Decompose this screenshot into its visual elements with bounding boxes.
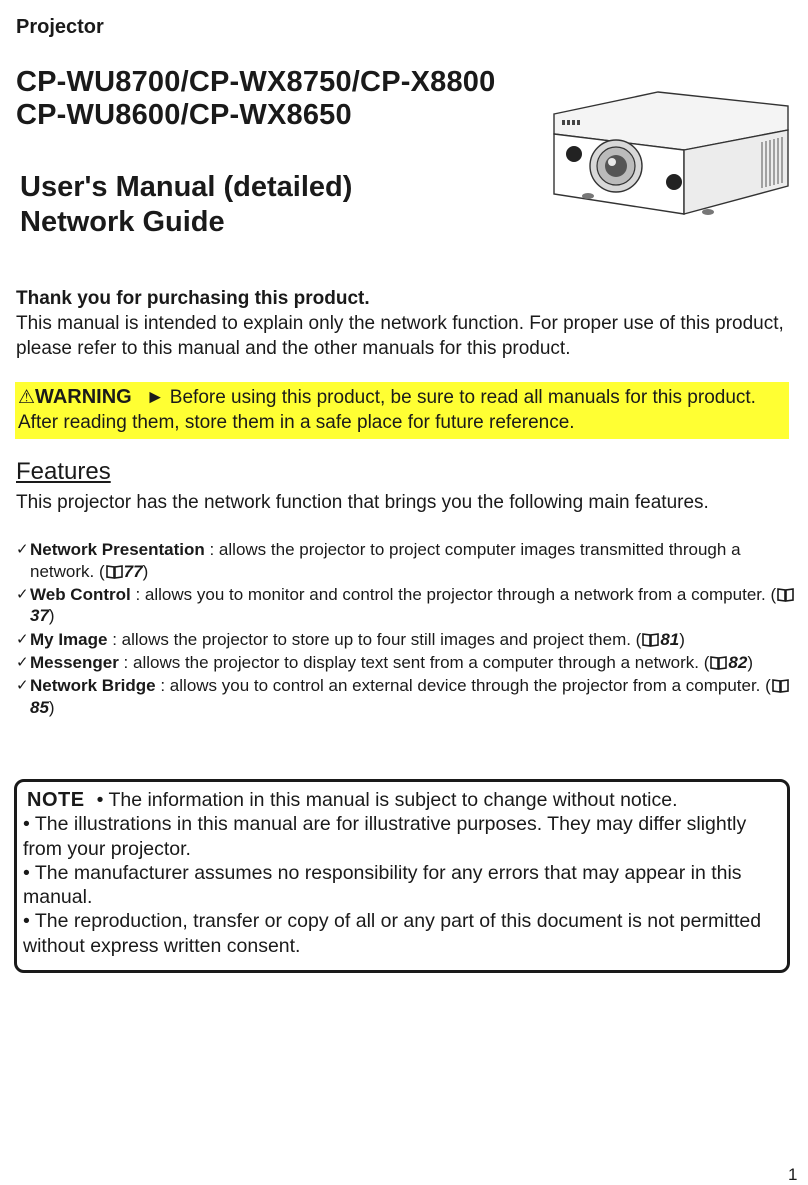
book-reference-icon — [777, 587, 794, 602]
book-reference-icon — [710, 655, 727, 670]
book-reference-icon — [642, 632, 659, 647]
feature-name: Messenger — [30, 652, 119, 672]
feature-name: Network Bridge — [30, 675, 156, 695]
feature-description: : allows you to control an external device through the projector from a computer. ( — [155, 675, 771, 695]
page-reference: 37 — [30, 606, 49, 626]
document-category: Projector — [16, 16, 104, 38]
feature-list — [16, 539, 796, 720]
note-box — [14, 779, 790, 973]
title-line-2: Network Guide — [20, 206, 225, 238]
warning-text: ► Before using this product, be sure to read all manuals for this product. After reading them, store them in a safe place for future reference. — [18, 387, 756, 433]
book-reference-icon — [106, 564, 123, 579]
projector-illustration — [548, 84, 794, 224]
feature-description: : allows the projector to store up to four still images and project them. ( — [107, 629, 642, 649]
feature-name: Network Presentation — [30, 540, 205, 559]
model-line-1: CP-WU8700/CP-WX8750/CP-X8800 — [16, 66, 496, 98]
manual-title — [20, 170, 352, 240]
intro-section — [16, 286, 792, 361]
page-reference: 77 — [123, 561, 143, 581]
intro-thanks: Thank you for purchasing this product. — [16, 288, 370, 309]
list-item: ✓ Messenger : allows the projector to display text sent from a computer through a network. ( 82) — [16, 652, 753, 672]
model-numbers — [16, 66, 495, 132]
intro-body: This manual is intended to explain only the network function. For proper use of this product, please refer to this manual and the other manuals for this product. — [16, 313, 784, 359]
list-item: ✓ Network Bridge : allows you to control an external device through the projector from a computer. (85) — [16, 675, 796, 718]
warning-box — [15, 382, 789, 439]
note-item: • The information in this manual is subject to change without notice. — [96, 789, 678, 811]
checkmark-icon: ✓ — [16, 675, 29, 694]
feature-name: My Image — [30, 629, 108, 649]
list-item: ✓ Web Control : allows you to monitor and control the projector through a network from a computer. (37) — [16, 584, 796, 627]
note-item: • The manufacturer assumes no responsibility for any errors that may appear in this manual. — [23, 861, 742, 909]
checkmark-icon: ✓ — [16, 629, 29, 648]
features-heading: Features — [16, 458, 111, 485]
title-line-1: User's Manual (detailed) — [20, 171, 353, 203]
feature-name: Web Control — [30, 584, 131, 604]
feature-description: : allows you to monitor and control the projector through a network from a computer. ( — [130, 584, 777, 604]
page-reference: 81 — [660, 629, 680, 649]
book-reference-icon — [772, 678, 789, 693]
page-number: 1 — [788, 1165, 798, 1184]
note-item: • The illustrations in this manual are for illustrative purposes. They may differ slightly from your projector. — [23, 813, 747, 860]
note-line-1 — [23, 788, 787, 812]
model-line-2: CP-WU8600/CP-WX8650 — [16, 99, 352, 131]
checkmark-icon: ✓ — [16, 652, 29, 671]
checkmark-icon: ✓ — [16, 584, 29, 603]
features-intro: This projector has the network function that brings you the following main features. — [16, 492, 709, 513]
warning-label: WARNING — [35, 386, 132, 408]
warning-triangle-icon: ⚠ — [18, 387, 36, 408]
note-label: NOTE — [27, 789, 85, 811]
page-reference: 85 — [30, 697, 49, 717]
list-item: ✓ Network Presentation : allows the projector to project computer images transmitted through a network. ( 77) — [16, 540, 741, 581]
note-item: • The reproduction, transfer or copy of all or any part of this document is not permitted without express written consent. — [23, 910, 762, 957]
checkmark-icon: ✓ — [16, 540, 29, 558]
feature-description: : allows the projector to display text sent from a computer through a network. ( — [118, 652, 710, 672]
page-reference: 82 — [728, 652, 748, 672]
feature-description: : allows the projector to project computer images transmitted through a network. ( — [30, 540, 741, 581]
list-item: ✓ My Image : allows the projector to store up to four still images and project them. ( 81) — [16, 629, 685, 649]
